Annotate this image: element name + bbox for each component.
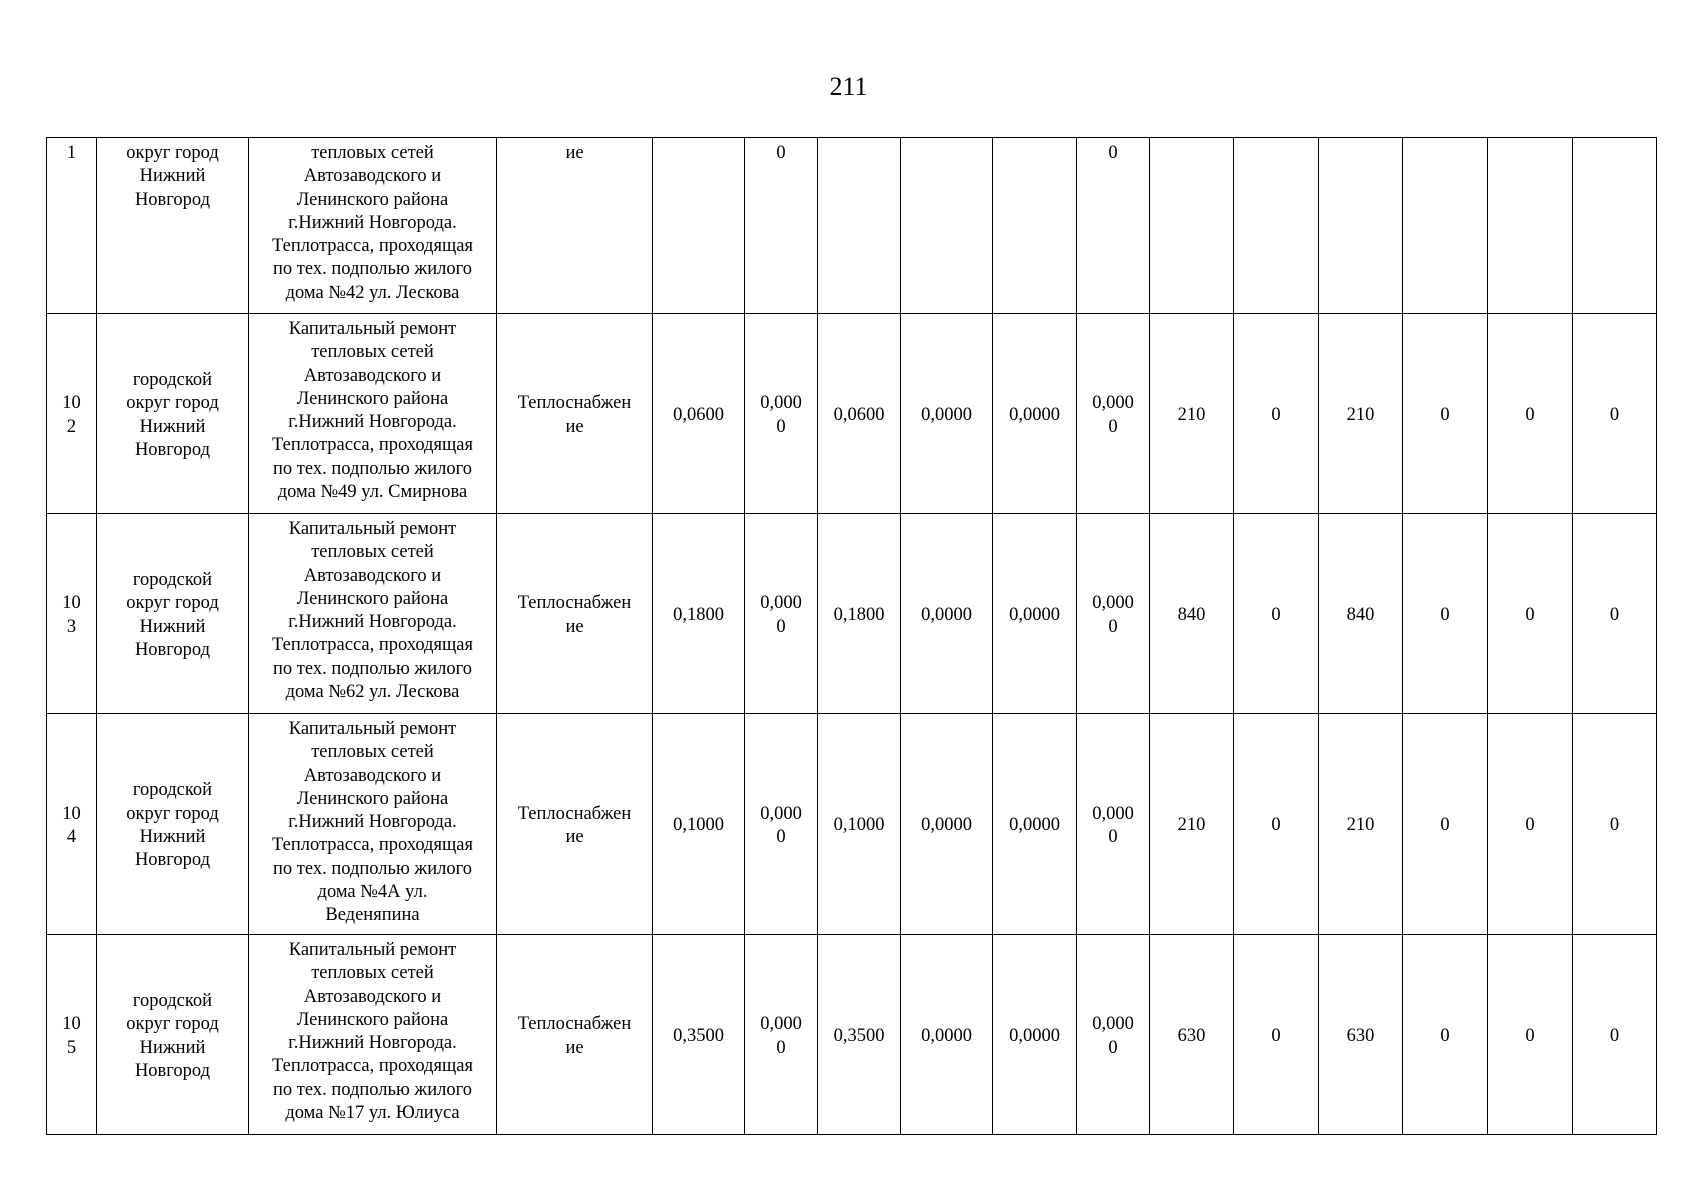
cell-line: 0,0600 xyxy=(673,404,724,425)
sphere-cell xyxy=(497,935,653,1135)
cell-line: округ город xyxy=(126,803,219,824)
cell-line: 0,0000 xyxy=(921,604,972,625)
value-cell xyxy=(745,138,818,314)
value-cell xyxy=(745,514,818,714)
cell-line: 10 xyxy=(62,593,81,614)
cell-line: городской xyxy=(132,569,213,590)
municipality-cell xyxy=(97,314,249,514)
value-cell xyxy=(653,514,745,714)
project-name-cell xyxy=(249,714,497,935)
value-cell xyxy=(818,935,901,1135)
value-cell xyxy=(901,314,993,514)
value-cell xyxy=(653,935,745,1135)
cost-cell: 630 xyxy=(1150,935,1234,1135)
cell-line: тепловых сетей xyxy=(311,742,434,763)
cost-cell xyxy=(1150,138,1234,314)
value-cell xyxy=(653,714,745,935)
cost-cell: 0 xyxy=(1403,935,1488,1135)
cell-line: Веденяпина xyxy=(325,905,420,926)
table-row xyxy=(47,138,1657,314)
cell-line: по тех. подполью жилого xyxy=(273,458,472,479)
value-cell xyxy=(745,714,818,935)
municipality-cell xyxy=(97,138,249,314)
cell-line: Теплоснабжен xyxy=(517,803,632,824)
cell-line: Автозаводского и xyxy=(303,365,442,386)
cell-line: Ленинского района xyxy=(296,1009,449,1030)
cost-cell: 840 xyxy=(1150,514,1234,714)
cell-line: Автозаводского и xyxy=(303,986,442,1007)
cell-line: дома №4А ул. xyxy=(317,882,428,903)
value-cell xyxy=(993,714,1077,935)
cell-line: Теплотрасса, проходящая xyxy=(272,635,473,656)
cell-line: 10 xyxy=(62,803,81,824)
cell-line: дома №49 ул. Смирнова xyxy=(277,482,468,503)
value-cell xyxy=(1077,514,1150,714)
cell-line: 2 xyxy=(66,416,77,437)
cell-line: Новгород xyxy=(134,189,211,210)
cell-line: тепловых сетей xyxy=(311,143,434,163)
row-number-cell xyxy=(47,714,97,935)
cell-line: тепловых сетей xyxy=(311,342,434,363)
cell-line: 10 xyxy=(62,393,81,414)
cell-line: 0,3500 xyxy=(833,1025,885,1046)
cell-line: 0,0000 xyxy=(921,815,972,836)
cell-line: 0 xyxy=(1108,1037,1118,1058)
project-name-cell xyxy=(249,935,497,1135)
value-cell xyxy=(818,514,901,714)
cell-line: дома №17 ул. Юлиуса xyxy=(285,1103,460,1124)
cell-line: дома №62 ул. Лескова xyxy=(285,682,460,703)
cell-line: г.Нижний Новгорода. xyxy=(288,1033,457,1054)
cell-line: 10 xyxy=(62,1014,81,1035)
cost-cell: 0 xyxy=(1573,314,1657,514)
project-name-cell xyxy=(249,514,497,714)
cell-line: 0,000 xyxy=(1092,803,1134,824)
cost-cell: 0 xyxy=(1488,935,1573,1135)
table-row xyxy=(47,714,1657,935)
cell-line: г.Нижний Новгорода. xyxy=(288,612,457,633)
cell-line: 0,0000 xyxy=(921,404,972,425)
cell-line: 0 xyxy=(776,1037,786,1058)
cell-line: Автозаводского и xyxy=(303,166,442,187)
cell-line: 0 xyxy=(776,143,786,163)
value-cell xyxy=(901,714,993,935)
cell-line: 0,000 xyxy=(1092,393,1134,414)
cost-cell: 0 xyxy=(1488,714,1573,935)
cell-line: по тех. подполью жилого xyxy=(273,658,472,679)
cell-line: ие xyxy=(565,143,584,163)
cell-line: 0 xyxy=(1108,416,1118,437)
value-cell xyxy=(1077,935,1150,1135)
cell-line: Капитальный ремонт xyxy=(288,719,457,739)
cell-line: Ленинского района xyxy=(296,388,449,409)
cell-line: 5 xyxy=(66,1037,77,1058)
cell-line: городской xyxy=(132,369,213,390)
cell-line: Нижний xyxy=(139,827,206,847)
cell-line: 0,000 xyxy=(760,393,802,414)
investment-program-table xyxy=(46,137,1657,1135)
cell-line: 0,000 xyxy=(760,1014,802,1035)
sphere-cell xyxy=(497,514,653,714)
sphere-cell xyxy=(497,138,653,314)
cell-line: г.Нижний Новгорода. xyxy=(288,412,457,433)
value-cell xyxy=(653,314,745,514)
cost-cell: 0 xyxy=(1573,714,1657,935)
cell-line: Теплоснабжен xyxy=(517,1014,632,1035)
cell-line: Новгород xyxy=(134,850,211,871)
cell-line: округ город xyxy=(126,593,219,614)
cell-line: 0 xyxy=(776,616,786,637)
cost-cell xyxy=(1573,138,1657,314)
row-number-cell xyxy=(47,138,97,314)
cell-line: Нижний xyxy=(139,166,206,187)
cell-line: 0,000 xyxy=(760,593,802,614)
cell-line: Капитальный ремонт xyxy=(288,940,457,960)
value-cell xyxy=(653,138,745,314)
cell-line: 3 xyxy=(66,616,77,637)
value-cell xyxy=(745,314,818,514)
cell-line: 0,1000 xyxy=(833,815,885,836)
cell-line: Теплотрасса, проходящая xyxy=(272,1056,473,1077)
municipality-cell xyxy=(97,514,249,714)
cell-line: ие xyxy=(565,416,584,437)
project-name-cell xyxy=(249,138,497,314)
cell-line: округ город xyxy=(126,143,219,163)
cost-cell: 0 xyxy=(1234,514,1319,714)
cell-line: г.Нижний Новгорода. xyxy=(288,812,457,833)
cell-line: 0,0000 xyxy=(1009,1025,1060,1046)
project-name-cell xyxy=(249,314,497,514)
value-cell xyxy=(818,138,901,314)
cost-cell: 0 xyxy=(1488,514,1573,714)
value-cell xyxy=(745,935,818,1135)
table-body xyxy=(47,138,1657,1135)
row-number-cell xyxy=(47,935,97,1135)
cell-line: 0,000 xyxy=(1092,1014,1134,1035)
cost-cell xyxy=(1488,138,1573,314)
cell-line: Ленинского района xyxy=(296,788,449,809)
cell-line: 4 xyxy=(66,827,77,847)
cell-line: 0 xyxy=(1108,616,1118,637)
cell-line: Нижний xyxy=(139,1037,206,1058)
cell-line: Теплоснабжен xyxy=(517,393,632,414)
cell-line: Теплотрасса, проходящая xyxy=(272,835,473,856)
cost-cell: 0 xyxy=(1403,714,1488,935)
cost-cell: 0 xyxy=(1573,935,1657,1135)
value-cell xyxy=(993,935,1077,1135)
value-cell xyxy=(901,935,993,1135)
cell-line: 0 xyxy=(1108,827,1118,847)
cell-line: по тех. подполью жилого xyxy=(273,858,472,879)
cell-line: Автозаводского и xyxy=(303,765,442,786)
cell-line: ие xyxy=(565,616,584,637)
cell-line: 0,0000 xyxy=(1009,604,1060,625)
cell-line: Новгород xyxy=(134,1060,211,1081)
cost-cell: 210 xyxy=(1150,314,1234,514)
cell-line: округ город xyxy=(126,393,219,414)
table-row xyxy=(47,935,1657,1135)
cell-line: Новгород xyxy=(134,439,211,460)
value-cell xyxy=(901,138,993,314)
cell-line: Нижний xyxy=(139,416,206,437)
cost-cell xyxy=(1319,138,1403,314)
value-cell xyxy=(993,138,1077,314)
cost-cell: 840 xyxy=(1319,514,1403,714)
cost-cell: 0 xyxy=(1403,314,1488,514)
cell-line: ие xyxy=(565,1037,584,1058)
cell-line: тепловых сетей xyxy=(311,963,434,984)
cell-line: Теплоснабжен xyxy=(517,593,632,614)
cell-line: дома №42 ул. Лескова xyxy=(285,282,460,303)
cell-line: Ленинского района xyxy=(296,588,449,609)
table-row xyxy=(47,314,1657,514)
cost-cell: 0 xyxy=(1403,514,1488,714)
cell-line: 0,3500 xyxy=(673,1025,724,1046)
table-row xyxy=(47,514,1657,714)
cell-line: 0 xyxy=(776,827,786,847)
value-cell xyxy=(993,314,1077,514)
cell-line: округ город xyxy=(126,1014,219,1035)
page-number: 211 xyxy=(829,72,868,101)
cell-line: 0,0000 xyxy=(1009,404,1060,425)
cell-line: ие xyxy=(565,827,584,847)
cell-line: городской xyxy=(132,780,213,801)
row-number-cell xyxy=(47,314,97,514)
cost-cell: 0 xyxy=(1234,314,1319,514)
cost-cell: 210 xyxy=(1319,314,1403,514)
cell-line: Капитальный ремонт xyxy=(288,519,457,539)
cell-line: 0,000 xyxy=(760,803,802,824)
cell-line: Ленинского района xyxy=(296,189,449,210)
municipality-cell xyxy=(97,714,249,935)
value-cell xyxy=(993,514,1077,714)
value-cell xyxy=(1077,138,1150,314)
cell-line: Теплотрасса, проходящая xyxy=(272,236,473,257)
cell-line: 1 xyxy=(66,143,77,163)
row-number-cell xyxy=(47,514,97,714)
value-cell xyxy=(1077,314,1150,514)
cell-line: 0,0000 xyxy=(921,1025,972,1046)
cell-line: Капитальный ремонт xyxy=(288,319,457,339)
cell-line: 0,1000 xyxy=(673,815,724,836)
cell-line: Новгород xyxy=(134,639,211,660)
sphere-cell xyxy=(497,714,653,935)
cell-line: Теплотрасса, проходящая xyxy=(272,435,473,456)
sphere-cell xyxy=(497,314,653,514)
cell-line: 0 xyxy=(1108,143,1118,163)
cell-line: г.Нижний Новгорода. xyxy=(288,212,457,233)
cell-line: 0,0000 xyxy=(1009,815,1060,836)
value-cell xyxy=(818,314,901,514)
cost-cell: 0 xyxy=(1234,935,1319,1135)
cell-line: 0,000 xyxy=(1092,593,1134,614)
cost-cell xyxy=(1234,138,1319,314)
cell-line: Автозаводского и xyxy=(303,565,442,586)
cell-line: тепловых сетей xyxy=(311,542,434,563)
cost-cell: 630 xyxy=(1319,935,1403,1135)
cost-cell: 0 xyxy=(1488,314,1573,514)
cell-line: по тех. подполью жилого xyxy=(273,259,472,280)
cell-line: 0,0600 xyxy=(833,404,885,425)
value-cell xyxy=(818,714,901,935)
municipality-cell xyxy=(97,935,249,1135)
cell-line: 0,1800 xyxy=(833,604,885,625)
cell-line: по тех. подполью жилого xyxy=(273,1079,472,1100)
value-cell xyxy=(901,514,993,714)
cell-line: 0,1800 xyxy=(673,604,724,625)
cost-cell xyxy=(1403,138,1488,314)
cost-cell: 210 xyxy=(1319,714,1403,935)
cost-cell: 210 xyxy=(1150,714,1234,935)
cost-cell: 0 xyxy=(1234,714,1319,935)
cost-cell: 0 xyxy=(1573,514,1657,714)
cell-line: Нижний xyxy=(139,616,206,637)
cell-line: городской xyxy=(132,990,213,1011)
value-cell xyxy=(1077,714,1150,935)
cell-line: 0 xyxy=(776,416,786,437)
